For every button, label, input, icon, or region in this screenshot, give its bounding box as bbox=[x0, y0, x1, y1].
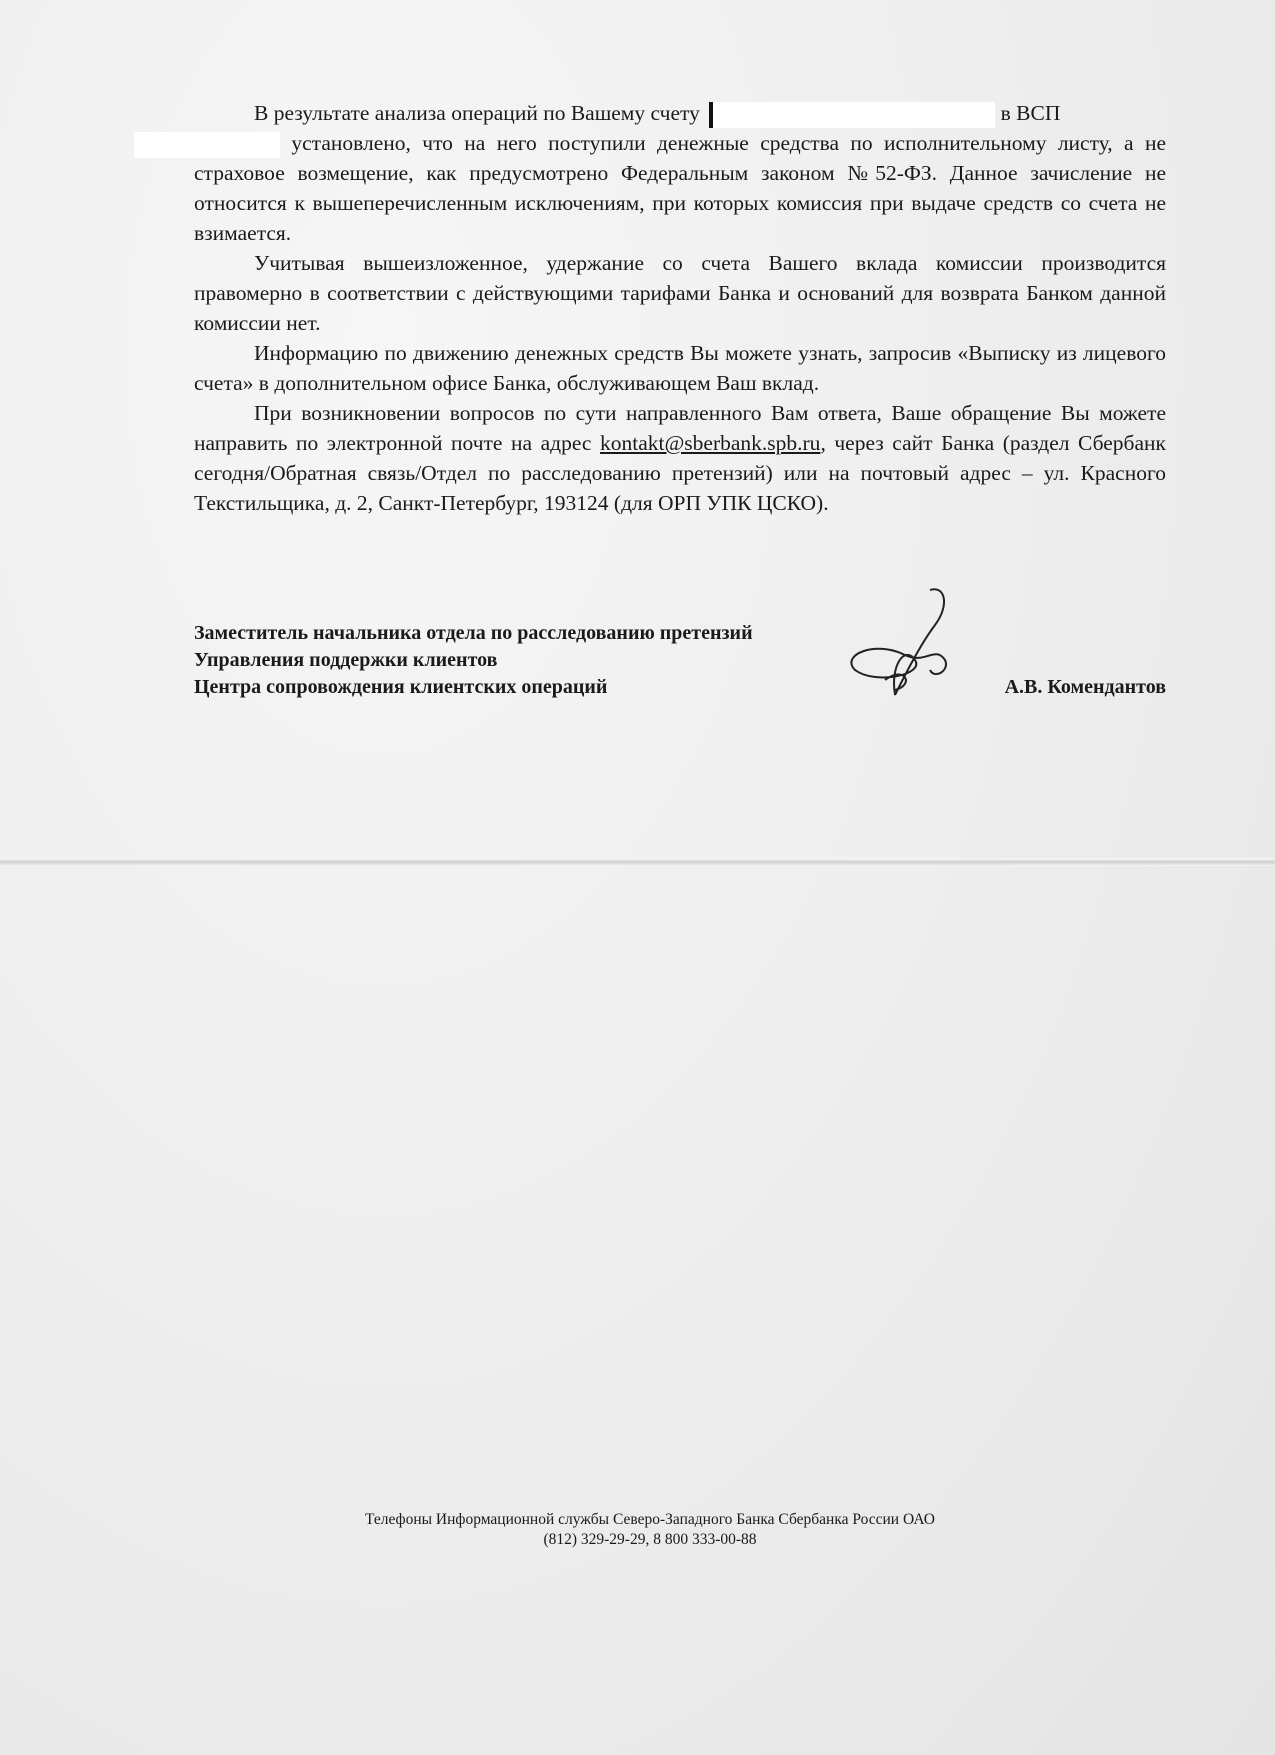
paragraph-2: Учитывая вышеизложенное, удержание со счета Вашего вклада комиссии производится правомерно в соответствии с действующими тарифами Банка и оснований для возврата Банком данной комиссии нет. bbox=[194, 251, 1166, 336]
signer-name: А.В. Комендантов bbox=[1004, 676, 1166, 698]
p1-text-b: в ВСП bbox=[1000, 101, 1061, 125]
footer-phones: (812) 329-29-29, 8 800 333-00-88 bbox=[543, 1531, 757, 1548]
p4-text-a: При возникновении вопросов по сути направленного Вам ответа, Ваше обращение Вы можете направить по электронной почте на адрес bbox=[194, 401, 1166, 456]
paragraph-4 bbox=[194, 398, 1166, 518]
paragraph-1 bbox=[194, 98, 1166, 248]
signer-title-2: Управления поддержки клиентов bbox=[194, 649, 498, 671]
signature-block bbox=[194, 620, 1166, 701]
footer-line-1: Телефоны Информационной службы Северо-Западного Банка Сбербанка России ОАО bbox=[364, 1511, 936, 1528]
redacted-branch bbox=[134, 132, 280, 158]
signer-title-1: Заместитель начальника отдела по расследованию претензий bbox=[194, 622, 753, 644]
p1-text-c: установлено, что на него поступили денежные средства по исполнительному листу, а не страховое возмещение, как предусмотрено Федеральным законом №52-ФЗ. Данное зачисление не относится к вышеперечисленным исключениям, при которых комиссия при выдаче средств со счета не взимается. bbox=[194, 131, 1167, 246]
p1-text-a: В результате анализа операций по Вашему счету bbox=[254, 101, 700, 125]
paper-fold bbox=[0, 858, 1275, 866]
p4-text-b: , через сайт Банка (раздел Сбербанк сегодня/Обратная связь/Отдел по расследованию претензий) или на почтовый адрес – ул. Красного Текстильщика, д. 2, Санкт-Петербург, 193124 (для ОРП УПК ЦСКО). bbox=[194, 431, 1166, 516]
redacted-account bbox=[709, 102, 995, 128]
footer bbox=[300, 1510, 1000, 1550]
signer-title-3: Центра сопровождения клиентских операций bbox=[194, 676, 608, 698]
letter-body bbox=[194, 98, 1166, 518]
paragraph-3: Информацию по движению денежных средств Вы можете узнать, запросив «Выписку из лицевого счета» в дополнительном офисе Банка, обслуживающем Ваш вклад. bbox=[194, 341, 1166, 396]
email-link[interactable]: kontakt@sberbank.spb.ru bbox=[600, 431, 821, 456]
